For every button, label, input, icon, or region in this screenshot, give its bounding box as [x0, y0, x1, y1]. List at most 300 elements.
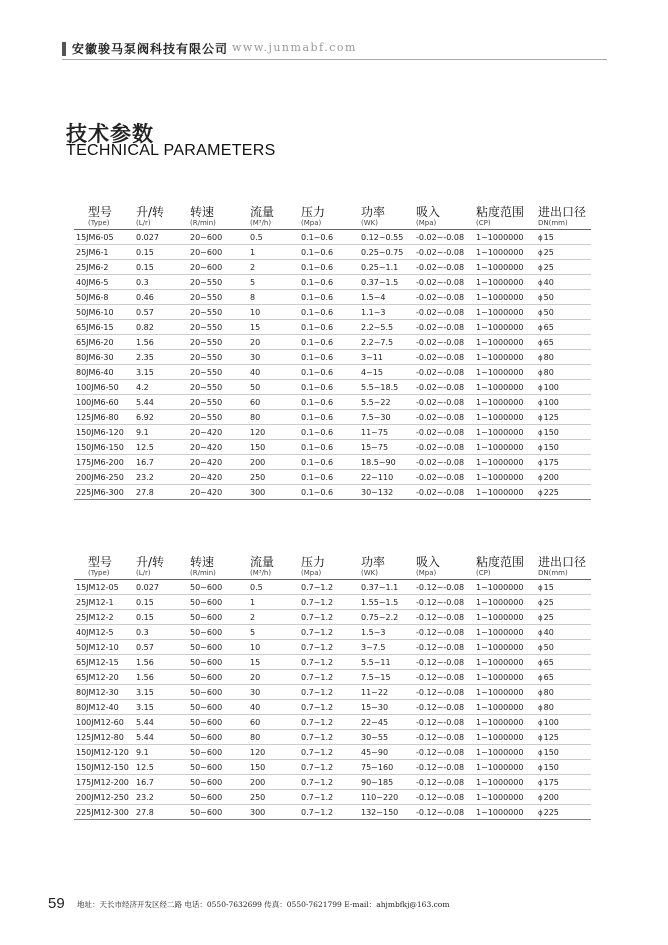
table-cell: 1~1000000 — [476, 395, 538, 410]
table-cell: 30~55 — [361, 730, 416, 745]
diameter-value: 200 — [543, 472, 559, 482]
table-cell: 150JM12-150 — [74, 760, 136, 775]
table-cell: 0.1~0.6 — [301, 260, 361, 275]
table-cell — [538, 395, 591, 410]
column-header-cn: 转速 — [190, 205, 215, 219]
table-cell: 50~600 — [190, 655, 250, 670]
table-cell: 80JM12-30 — [74, 685, 136, 700]
table-cell: 0.1~0.6 — [301, 365, 361, 380]
table-cell: 0.57 — [136, 640, 190, 655]
table-cell: 20~550 — [190, 320, 250, 335]
table-cell: 6.92 — [136, 410, 190, 425]
table-cell: -0.02~-0.08 — [416, 275, 476, 290]
table-cell — [538, 805, 591, 820]
diameter-symbol: ϕ — [538, 233, 543, 242]
table-cell — [538, 455, 591, 470]
table-cell: 20~550 — [190, 335, 250, 350]
table-cell: 20~550 — [190, 395, 250, 410]
table-cell — [538, 625, 591, 640]
table-cell: 1~1000000 — [476, 790, 538, 805]
table-cell: 1.5~4 — [361, 290, 416, 305]
table-row — [74, 320, 591, 335]
diameter-value: 65 — [543, 337, 554, 347]
column-header-en: (R/min) — [190, 569, 216, 577]
table-cell — [538, 245, 591, 260]
diameter-symbol: ϕ — [538, 643, 543, 652]
table-cell: 1 — [250, 245, 301, 260]
table-cell: 65JM12-15 — [74, 655, 136, 670]
table-cell: -0.02~-0.08 — [416, 320, 476, 335]
table-cell: 65JM12-20 — [74, 670, 136, 685]
column-header-cn: 吸入 — [416, 555, 441, 569]
column-header-en: (L/r) — [136, 219, 151, 227]
diameter-symbol: ϕ — [538, 763, 543, 772]
table-cell: 175JM12-200 — [74, 775, 136, 790]
column-header-cn: 流量 — [250, 555, 275, 569]
table-cell: 11~75 — [361, 425, 416, 440]
column-header-cn: 吸入 — [416, 205, 441, 219]
diameter-value: 80 — [543, 367, 554, 377]
diameter-symbol: ϕ — [538, 353, 543, 362]
column-header-cn: 功率 — [361, 205, 386, 219]
table-cell: 200 — [250, 775, 301, 790]
table-cell: 4~15 — [361, 365, 416, 380]
table-cell: 1~1000000 — [476, 275, 538, 290]
diameter-symbol: ϕ — [538, 398, 543, 407]
table-cell: 0.7~1.2 — [301, 640, 361, 655]
column-header-en: (WK) — [361, 219, 378, 227]
table-cell: 75~160 — [361, 760, 416, 775]
table-cell: 1~1000000 — [476, 715, 538, 730]
table-row — [74, 640, 591, 655]
table-cell: -0.12~-0.08 — [416, 610, 476, 625]
diameter-value: 25 — [543, 597, 554, 607]
table-cell: 150JM12-120 — [74, 745, 136, 760]
table-cell — [538, 260, 591, 275]
diameter-symbol: ϕ — [538, 263, 543, 272]
table-cell: 16.7 — [136, 775, 190, 790]
table-cell: 0.57 — [136, 305, 190, 320]
table-cell — [538, 700, 591, 715]
table-cell: 5.44 — [136, 715, 190, 730]
table-cell: 1~1000000 — [476, 440, 538, 455]
diameter-symbol: ϕ — [538, 458, 543, 467]
table-row — [74, 670, 591, 685]
table-cell: 20~550 — [190, 365, 250, 380]
diameter-symbol: ϕ — [538, 383, 543, 392]
table-cell: 0.1~0.6 — [301, 245, 361, 260]
table-cell: 200JM12-250 — [74, 790, 136, 805]
table-cell: 50JM12-10 — [74, 640, 136, 655]
table-cell: 1~1000000 — [476, 580, 538, 595]
page-number: 59 — [48, 895, 65, 912]
table-cell: 120 — [250, 745, 301, 760]
column-header-cn: 功率 — [361, 555, 386, 569]
table-cell: 1.56 — [136, 655, 190, 670]
table-cell: 80 — [250, 730, 301, 745]
table-cell: 1~1000000 — [476, 410, 538, 425]
table-row — [74, 580, 591, 595]
table-cell: 50~600 — [190, 670, 250, 685]
table-cell — [538, 670, 591, 685]
table-cell: 7.5~15 — [361, 670, 416, 685]
diameter-value: 50 — [543, 292, 554, 302]
diameter-symbol: ϕ — [538, 583, 543, 592]
column-header-cn: 型号 — [88, 205, 113, 219]
table-cell: 225JM12-300 — [74, 805, 136, 820]
table-row — [74, 335, 591, 350]
diameter-symbol: ϕ — [538, 338, 543, 347]
table-cell: 3.15 — [136, 685, 190, 700]
table-row — [74, 425, 591, 440]
table-cell: 25JM12-1 — [74, 595, 136, 610]
diameter-symbol: ϕ — [538, 368, 543, 377]
table-cell: 20~600 — [190, 260, 250, 275]
column-header-en: (M³/h) — [250, 219, 272, 227]
table-cell: 2 — [250, 610, 301, 625]
table-cell: 1.5~3 — [361, 625, 416, 640]
table-cell: 1~1000000 — [476, 365, 538, 380]
diameter-value: 40 — [543, 627, 554, 637]
table-cell — [538, 440, 591, 455]
table-cell: 0.1~0.6 — [301, 305, 361, 320]
table-cell — [538, 230, 591, 245]
table-cell: 0.75~2.2 — [361, 610, 416, 625]
table-cell: 132~150 — [361, 805, 416, 820]
table-cell: 20~550 — [190, 275, 250, 290]
table-cell: 45~90 — [361, 745, 416, 760]
page-header — [62, 38, 607, 60]
table-cell: 175JM6-200 — [74, 455, 136, 470]
diameter-symbol: ϕ — [538, 658, 543, 667]
table-cell: 15~75 — [361, 440, 416, 455]
column-header-cn: 转速 — [190, 555, 215, 569]
table-cell: 20~550 — [190, 380, 250, 395]
diameter-value: 15 — [543, 582, 554, 592]
table-cell: 0.7~1.2 — [301, 805, 361, 820]
column-header-en: (Mpa) — [301, 569, 322, 577]
table-cell: 1~1000000 — [476, 245, 538, 260]
table-cell — [538, 410, 591, 425]
table-cell: -0.12~-0.08 — [416, 640, 476, 655]
column-header-en: (Mpa) — [416, 219, 437, 227]
header-bar — [62, 42, 66, 56]
table-cell: 0.12~0.55 — [361, 230, 416, 245]
table-cell: 20~600 — [190, 245, 250, 260]
table-cell — [538, 335, 591, 350]
table-cell: 0.15 — [136, 260, 190, 275]
diameter-value: 175 — [543, 457, 559, 467]
table-cell: 20~420 — [190, 455, 250, 470]
company-name: 安徽骏马泵阀科技有限公司 — [72, 42, 229, 56]
diameter-symbol: ϕ — [538, 733, 543, 742]
table-cell: -0.12~-0.08 — [416, 685, 476, 700]
diameter-symbol: ϕ — [538, 473, 543, 482]
table-row — [74, 790, 591, 805]
diameter-value: 40 — [543, 277, 554, 287]
table-cell: 16.7 — [136, 455, 190, 470]
table-cell: 0.7~1.2 — [301, 595, 361, 610]
table-cell: -0.02~-0.08 — [416, 380, 476, 395]
table-cell: 250 — [250, 470, 301, 485]
table-cell: 15 — [250, 320, 301, 335]
table-cell: 20~420 — [190, 425, 250, 440]
table-row — [74, 410, 591, 425]
table-row — [74, 775, 591, 790]
table-cell: -0.02~-0.08 — [416, 260, 476, 275]
table-cell: 1~1000000 — [476, 805, 538, 820]
table-cell: 27.8 — [136, 485, 190, 500]
column-header — [74, 205, 136, 230]
title-cn: 技术参数 — [66, 122, 154, 146]
column-header-cn: 升/转 — [136, 555, 165, 569]
table-cell — [538, 350, 591, 365]
diameter-value: 175 — [543, 777, 559, 787]
table-cell — [538, 655, 591, 670]
table-cell: 1~1000000 — [476, 320, 538, 335]
diameter-symbol: ϕ — [538, 718, 543, 727]
table-cell: 5.5~11 — [361, 655, 416, 670]
table-cell — [538, 595, 591, 610]
table-cell: 50JM6-10 — [74, 305, 136, 320]
table-cell: 1~1000000 — [476, 700, 538, 715]
table-cell: 150 — [250, 440, 301, 455]
table-cell: 125JM12-80 — [74, 730, 136, 745]
table-cell: 0.7~1.2 — [301, 685, 361, 700]
table-cell: 50~600 — [190, 745, 250, 760]
table-cell: -0.02~-0.08 — [416, 350, 476, 365]
table-cell: -0.12~-0.08 — [416, 715, 476, 730]
table-cell: 300 — [250, 485, 301, 500]
diameter-value: 100 — [543, 382, 559, 392]
table-cell: -0.02~-0.08 — [416, 395, 476, 410]
table-cell: 5 — [250, 625, 301, 640]
diameter-symbol: ϕ — [538, 308, 543, 317]
table-cell: 1~1000000 — [476, 595, 538, 610]
table-cell: 1~1000000 — [476, 425, 538, 440]
table-cell: 50JM6-8 — [74, 290, 136, 305]
table-cell: 60 — [250, 395, 301, 410]
diameter-symbol: ϕ — [538, 443, 543, 452]
table-cell: 0.7~1.2 — [301, 775, 361, 790]
column-header — [416, 205, 476, 230]
table-cell: 0.1~0.6 — [301, 320, 361, 335]
table-row — [74, 730, 591, 745]
table-cell: 20~550 — [190, 290, 250, 305]
diameter-value: 50 — [543, 642, 554, 652]
table-cell: 10 — [250, 305, 301, 320]
table-cell — [538, 685, 591, 700]
table-cell: 10 — [250, 640, 301, 655]
diameter-value: 65 — [543, 322, 554, 332]
table-cell: -0.02~-0.08 — [416, 335, 476, 350]
column-header-en: (CP) — [476, 569, 491, 577]
table-cell: 150JM6-120 — [74, 425, 136, 440]
table-cell: 23.2 — [136, 470, 190, 485]
table-cell: 1~1000000 — [476, 305, 538, 320]
diameter-symbol: ϕ — [538, 248, 543, 257]
table-cell: 0.1~0.6 — [301, 485, 361, 500]
column-header-en: (WK) — [361, 569, 378, 577]
table-cell: -0.02~-0.08 — [416, 410, 476, 425]
table-cell: 1.56 — [136, 335, 190, 350]
table-cell: 1~1000000 — [476, 290, 538, 305]
table-cell: -0.02~-0.08 — [416, 455, 476, 470]
diameter-symbol: ϕ — [538, 688, 543, 697]
table-cell: -0.12~-0.08 — [416, 670, 476, 685]
diameter-value: 25 — [543, 262, 554, 272]
table-cell: 0.37~1.1 — [361, 580, 416, 595]
table-cell — [538, 730, 591, 745]
table-cell: 1.56 — [136, 670, 190, 685]
table-cell — [538, 365, 591, 380]
table-cell: 0.1~0.6 — [301, 410, 361, 425]
table-cell: 20~420 — [190, 485, 250, 500]
table-cell: 0.1~0.6 — [301, 425, 361, 440]
table-cell: -0.12~-0.08 — [416, 760, 476, 775]
diameter-symbol: ϕ — [538, 613, 543, 622]
diameter-symbol: ϕ — [538, 748, 543, 757]
table-cell — [538, 790, 591, 805]
table-cell: 0.1~0.6 — [301, 440, 361, 455]
table-cell: 1~1000000 — [476, 455, 538, 470]
table-cell — [538, 320, 591, 335]
table-cell — [538, 580, 591, 595]
table-cell: 8 — [250, 290, 301, 305]
table-cell: -0.02~-0.08 — [416, 305, 476, 320]
table-cell: 225JM6-300 — [74, 485, 136, 500]
table-cell: 20~600 — [190, 230, 250, 245]
table-row — [74, 595, 591, 610]
diameter-value: 150 — [543, 427, 559, 437]
column-header-cn: 压力 — [301, 555, 326, 569]
table-cell: 2.2~7.5 — [361, 335, 416, 350]
column-header — [190, 555, 250, 580]
column-header-cn: 升/转 — [136, 205, 165, 219]
table-cell — [538, 425, 591, 440]
column-header — [538, 205, 591, 230]
table-cell: 80 — [250, 410, 301, 425]
table-cell: 0.25~0.75 — [361, 245, 416, 260]
table-cell: 20~420 — [190, 470, 250, 485]
diameter-value: 150 — [543, 747, 559, 757]
column-header — [361, 555, 416, 580]
table-cell: 25JM12-2 — [74, 610, 136, 625]
table-cell: 3~11 — [361, 350, 416, 365]
diameter-value: 25 — [543, 612, 554, 622]
diameter-symbol: ϕ — [538, 293, 543, 302]
table-cell: 200JM6-250 — [74, 470, 136, 485]
table-cell: 0.3 — [136, 275, 190, 290]
params-table-jm6 — [74, 205, 591, 500]
table-cell: 50~600 — [190, 760, 250, 775]
table-cell: 200 — [250, 455, 301, 470]
table-cell: 20~550 — [190, 410, 250, 425]
table-cell: -0.12~-0.08 — [416, 790, 476, 805]
table-row — [74, 245, 591, 260]
table-header-row — [74, 555, 591, 580]
table-cell: 15JM12-05 — [74, 580, 136, 595]
table-row — [74, 440, 591, 455]
diameter-symbol: ϕ — [538, 413, 543, 422]
table-cell: 15 — [250, 655, 301, 670]
table-cell: 50~600 — [190, 640, 250, 655]
table-row — [74, 760, 591, 775]
page-footer — [48, 895, 608, 915]
table-cell: 0.1~0.6 — [301, 350, 361, 365]
table-cell: -0.02~-0.08 — [416, 425, 476, 440]
table-cell: 0.1~0.6 — [301, 230, 361, 245]
table-cell: 0.027 — [136, 230, 190, 245]
table-cell — [538, 640, 591, 655]
table-cell: 65JM6-20 — [74, 335, 136, 350]
table-cell: 20~420 — [190, 440, 250, 455]
table-row — [74, 485, 591, 500]
column-header-en: DN(mm) — [538, 569, 568, 577]
diameter-value: 150 — [543, 762, 559, 772]
table-cell: 1~1000000 — [476, 380, 538, 395]
table-cell — [538, 275, 591, 290]
table-row — [74, 655, 591, 670]
table-cell: 5.5~18.5 — [361, 380, 416, 395]
table-cell: -0.02~-0.08 — [416, 440, 476, 455]
table-cell: 50~600 — [190, 715, 250, 730]
table-cell: 4.2 — [136, 380, 190, 395]
table-cell: 50~600 — [190, 580, 250, 595]
table-cell: 20 — [250, 670, 301, 685]
table-cell — [538, 745, 591, 760]
table-row — [74, 305, 591, 320]
column-header-cn: 粘度范围 — [476, 205, 525, 219]
table-cell: 100JM12-60 — [74, 715, 136, 730]
column-header-en: (Mpa) — [301, 219, 322, 227]
table-cell: 50~600 — [190, 700, 250, 715]
table-row — [74, 715, 591, 730]
table-cell — [538, 715, 591, 730]
table-cell: 9.1 — [136, 425, 190, 440]
diameter-value: 15 — [543, 232, 554, 242]
table-cell: 0.7~1.2 — [301, 625, 361, 640]
table-cell: 1~1000000 — [476, 625, 538, 640]
table-cell: 110~220 — [361, 790, 416, 805]
diameter-symbol: ϕ — [538, 628, 543, 637]
table-cell: 3.15 — [136, 700, 190, 715]
table-cell: 1~1000000 — [476, 745, 538, 760]
table-cell: 0.7~1.2 — [301, 580, 361, 595]
table-cell: -0.12~-0.08 — [416, 625, 476, 640]
table-cell: 5.44 — [136, 730, 190, 745]
table-cell: 9.1 — [136, 745, 190, 760]
table-cell: 2.35 — [136, 350, 190, 365]
column-header-en: (CP) — [476, 219, 491, 227]
column-header — [538, 555, 591, 580]
column-header-cn: 压力 — [301, 205, 326, 219]
diameter-value: 80 — [543, 352, 554, 362]
table-cell: 0.7~1.2 — [301, 700, 361, 715]
table-row — [74, 455, 591, 470]
table-cell: -0.12~-0.08 — [416, 580, 476, 595]
diameter-value: 150 — [543, 442, 559, 452]
table-cell: 1~1000000 — [476, 260, 538, 275]
table-row — [74, 365, 591, 380]
table-cell: 80JM6-30 — [74, 350, 136, 365]
column-header — [416, 555, 476, 580]
table-cell: 5 — [250, 275, 301, 290]
column-header — [250, 205, 301, 230]
diameter-value: 65 — [543, 672, 554, 682]
table-cell: 1.55~1.5 — [361, 595, 416, 610]
table-header-row — [74, 205, 591, 230]
